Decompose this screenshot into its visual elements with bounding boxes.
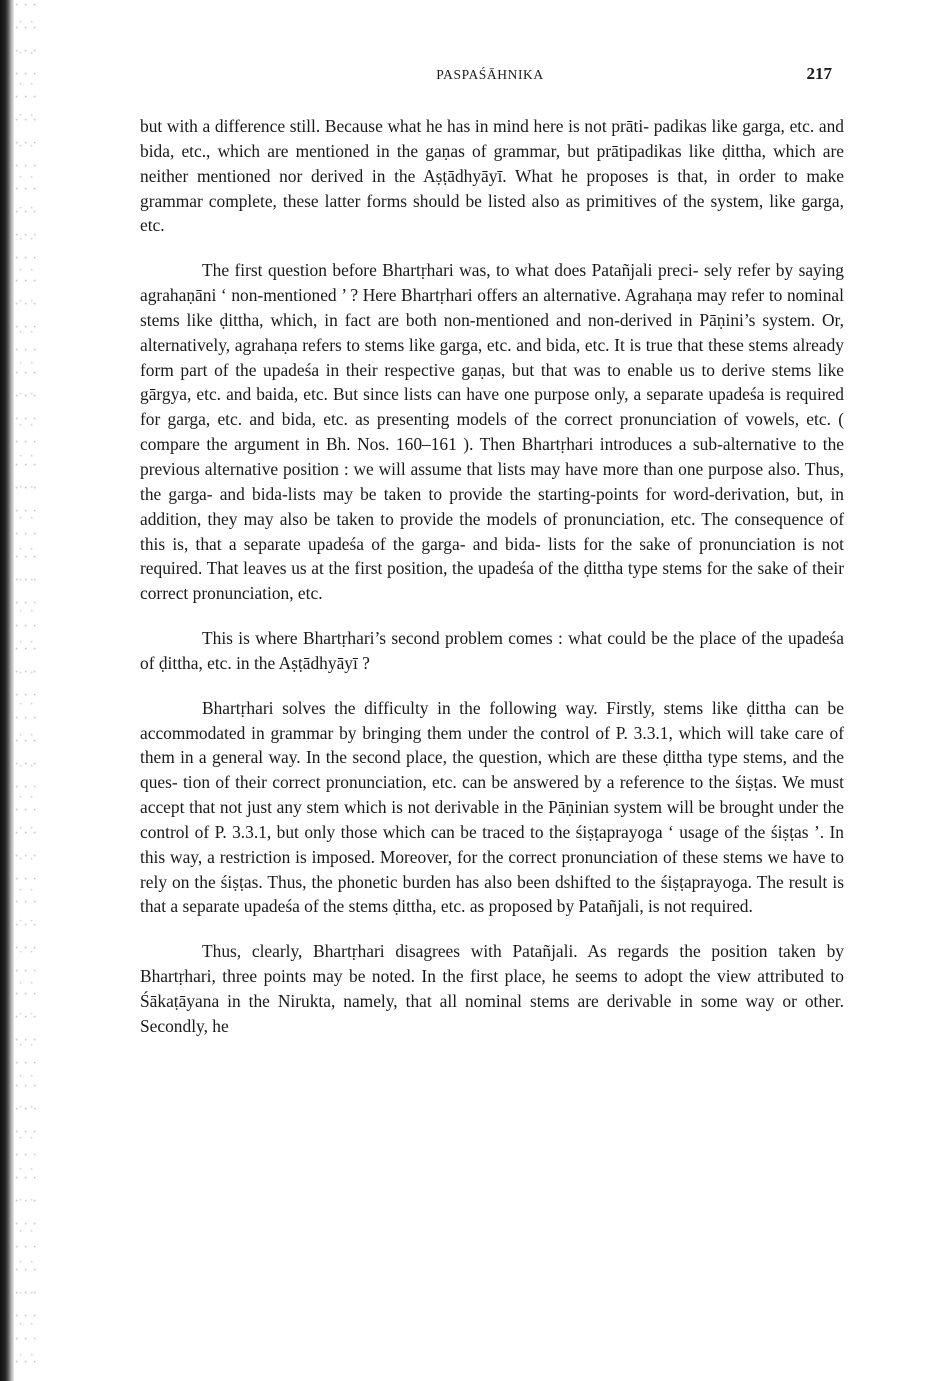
text-line: restriction is imposed. Moreover, for the correct pronunciation of these bbox=[219, 846, 719, 867]
text-line: second place, the question, which are these ḍittha type stems, and the ques- bbox=[140, 747, 844, 793]
scan-noise bbox=[14, 0, 38, 1381]
text-line: grammar, but prātipadikas like ḍittha, which are neither mentioned nor bbox=[140, 140, 844, 186]
text-line: alternative. Agrahaṇa may refer to nominal stems like ḍittha, which, in fact bbox=[140, 285, 844, 330]
text-line: padikas like garga, etc. and bida, etc., which are mentioned in the gaṇas of bbox=[140, 116, 844, 161]
text-line: the system, like garga, etc. bbox=[140, 190, 844, 236]
text-line: which can be traced to the śiṣṭaprayoga ‘ usage of the śiṣṭas ’. In this way, a bbox=[140, 821, 844, 867]
text-line: a sub-alternative to the previous alternative position : we will assume that bbox=[140, 434, 844, 479]
text-line: but with a difference still. Because what he has in mind here is not prāti- bbox=[140, 116, 649, 136]
text-line: sely refer by saying agrahaṇāni ‘ non-mentioned ’ ? Here Bhartṛhari offers an bbox=[140, 260, 844, 306]
text-line: he seems to adopt the view attributed to Śākaṭāyana in the Nirukta, namely, bbox=[140, 966, 844, 1011]
text-line: control of P. 3.3.1, which will take care of them in a general way. In the bbox=[140, 722, 844, 768]
text-line: tion of their correct pronunciation, etc. can be answered by a reference to the bbox=[182, 772, 730, 793]
text-line: Pāṇinian system will be brought under the control of P. 3.3.1, but only those bbox=[140, 797, 844, 842]
text-line: ḍittha, etc. as proposed by Patañjali, is not required. bbox=[392, 896, 753, 917]
text-line: stems we have to rely on the śiṣṭas. Thus, the phonetic burden has also been bbox=[140, 846, 844, 892]
paragraph bbox=[140, 258, 844, 606]
text-line: pronunciation, etc. bbox=[192, 583, 323, 604]
text-line: The consequence of this is, that a separate upadeśa of the garga- and bida- bbox=[140, 508, 844, 554]
paragraph bbox=[140, 696, 844, 920]
text-line: can have one purpose only, a separate upadeśa is required for garga, etc. and bbox=[140, 384, 844, 430]
book-spine-shadow bbox=[0, 0, 14, 1381]
paragraph bbox=[140, 939, 844, 1038]
text-line: position, the upadeśa of the ḍittha type stems for the sake of their correct bbox=[140, 558, 844, 604]
text-line: place of the upadeśa of ḍittha, etc. in the Aṣṭādhyāyī ? bbox=[140, 628, 844, 673]
text-line: may be taken to provide the starting-points for word-derivation, but, in bbox=[322, 483, 844, 504]
text-line: derived in the Aṣṭādhyāyī. What he proposes is that, in order to make bbox=[311, 165, 844, 186]
page-header bbox=[140, 64, 840, 86]
text-line: addition, they may also be taken to provide the models of pronunciation, etc. bbox=[140, 508, 696, 529]
paragraph bbox=[140, 114, 844, 238]
text-line: The first question before Bhartṛhari was, to what does Patañjali preci- bbox=[202, 260, 699, 281]
page-number: 217 bbox=[806, 64, 832, 83]
text-line: Thus, clearly, Bhartṛhari disagrees with Patañjali. As regards the bbox=[202, 941, 701, 962]
paragraph bbox=[140, 626, 844, 676]
text-line: bida, etc. as presenting models of the correct pronunciation of vowels, etc. bbox=[281, 409, 831, 430]
body-text bbox=[140, 114, 844, 1039]
text-line: This is where Bhartṛhari’s second problem comes : what could be the bbox=[202, 628, 695, 649]
running-title: PASPAŚĀHNIKA bbox=[436, 67, 544, 82]
text-line: to enable us to derive stems like gārgya, etc. and baida, etc. But since lists bbox=[140, 359, 844, 405]
text-line: dshifted to the śiṣṭaprayoga. The result is that a separate upadeśa of the stems bbox=[140, 871, 844, 917]
text-line: Bhartṛhari solves the difficulty in the following way. Firstly, stems bbox=[202, 697, 704, 718]
text-line: stems already form part of the upadeśa in their respective gaṇas, but that was bbox=[140, 334, 844, 380]
text-line: are both non-mentioned and non-derived in Pāṇini’s system. Or, alternatively, bbox=[140, 309, 844, 355]
text-line: position taken by Bhartṛhari, three points may be noted. In the first place, bbox=[140, 941, 844, 987]
text-line: grammar complete, these latter forms should be listed also as primitives of bbox=[140, 190, 678, 211]
text-line: ( compare the argument in Bh. Nos. 160–161 ). Then Bhartṛhari introduces bbox=[140, 409, 844, 455]
text-line: that all nominal stems are derivable in some way or other. Secondly, he bbox=[140, 991, 844, 1036]
text-line: lists for the sake of pronunciation is not required. That leaves us at the first bbox=[140, 533, 844, 579]
text-line: lists may have more than one purpose also. Thus, the garga- and bida-lists bbox=[140, 458, 844, 504]
text-line: like ḍittha can be accommodated in grammar by bringing them under the bbox=[140, 697, 844, 743]
text-line: agrahaṇa refers to stems like garga, etc. and bida, etc. It is true that these bbox=[234, 334, 744, 355]
text-line: śiṣṭas. We must accept that not just any stem which is not derivable in the bbox=[140, 772, 844, 818]
